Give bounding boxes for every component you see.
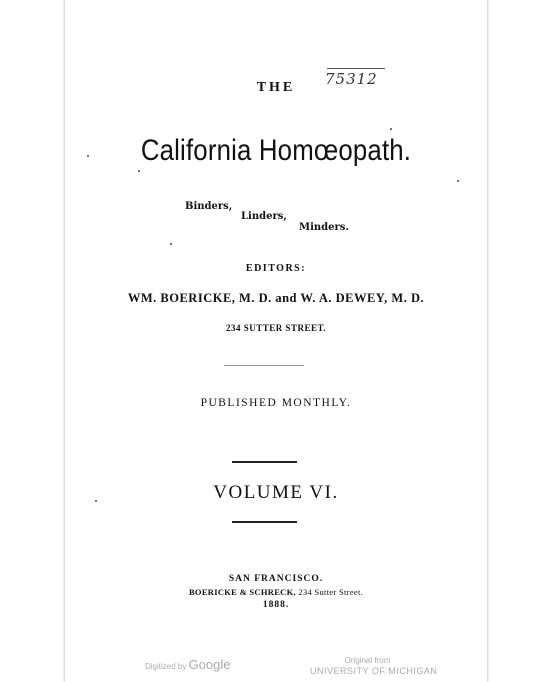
imprint-publisher xyxy=(65,587,487,597)
scan-speck xyxy=(138,170,140,172)
digitized-by-watermark xyxy=(145,657,231,672)
scan-speck xyxy=(457,180,459,182)
divider-rule-2 xyxy=(232,461,297,463)
imprint-year: 1888. xyxy=(262,600,290,610)
motto-word-3: Minders. xyxy=(299,222,349,233)
original-from-label: Original from xyxy=(344,656,391,665)
digitized-by-label: Digitized by xyxy=(145,662,187,671)
university-name: UNIVERSITY OF MICHIGAN xyxy=(310,666,438,676)
scan-speck xyxy=(170,243,172,245)
scan-speck xyxy=(390,128,392,130)
publisher-address: 234 Sutter Street. xyxy=(298,587,364,597)
imprint-city: SAN FRANCISCO. xyxy=(228,574,324,584)
motto-word-2: Linders, xyxy=(241,211,287,222)
scan-speck xyxy=(95,500,97,502)
google-logo: Google xyxy=(188,657,231,672)
title-prefix: THE xyxy=(256,80,296,95)
original-from-watermark xyxy=(310,656,438,676)
publisher-name: BOERICKE & SCHRECK, xyxy=(188,587,296,597)
divider-rule-3 xyxy=(232,521,297,523)
handwritten-overline xyxy=(327,68,385,69)
scan-speck xyxy=(87,155,89,157)
editors-label: EDITORS: xyxy=(245,263,307,274)
volume-number: VOLUME VI. xyxy=(213,482,339,503)
divider-rule-1 xyxy=(224,365,304,366)
editorial-address: 234 SUTTER STREET. xyxy=(225,323,327,333)
motto-word-1: Binders, xyxy=(185,201,233,212)
catalog-number-handwritten: 75312 xyxy=(325,70,378,88)
scanned-page xyxy=(65,0,487,682)
editors-names: WM. BOERICKE, M. D. and W. A. DEWEY, M. D. xyxy=(127,291,425,305)
journal-title: California Homœopath. xyxy=(140,134,412,167)
publication-frequency: PUBLISHED MONTHLY. xyxy=(200,397,352,409)
